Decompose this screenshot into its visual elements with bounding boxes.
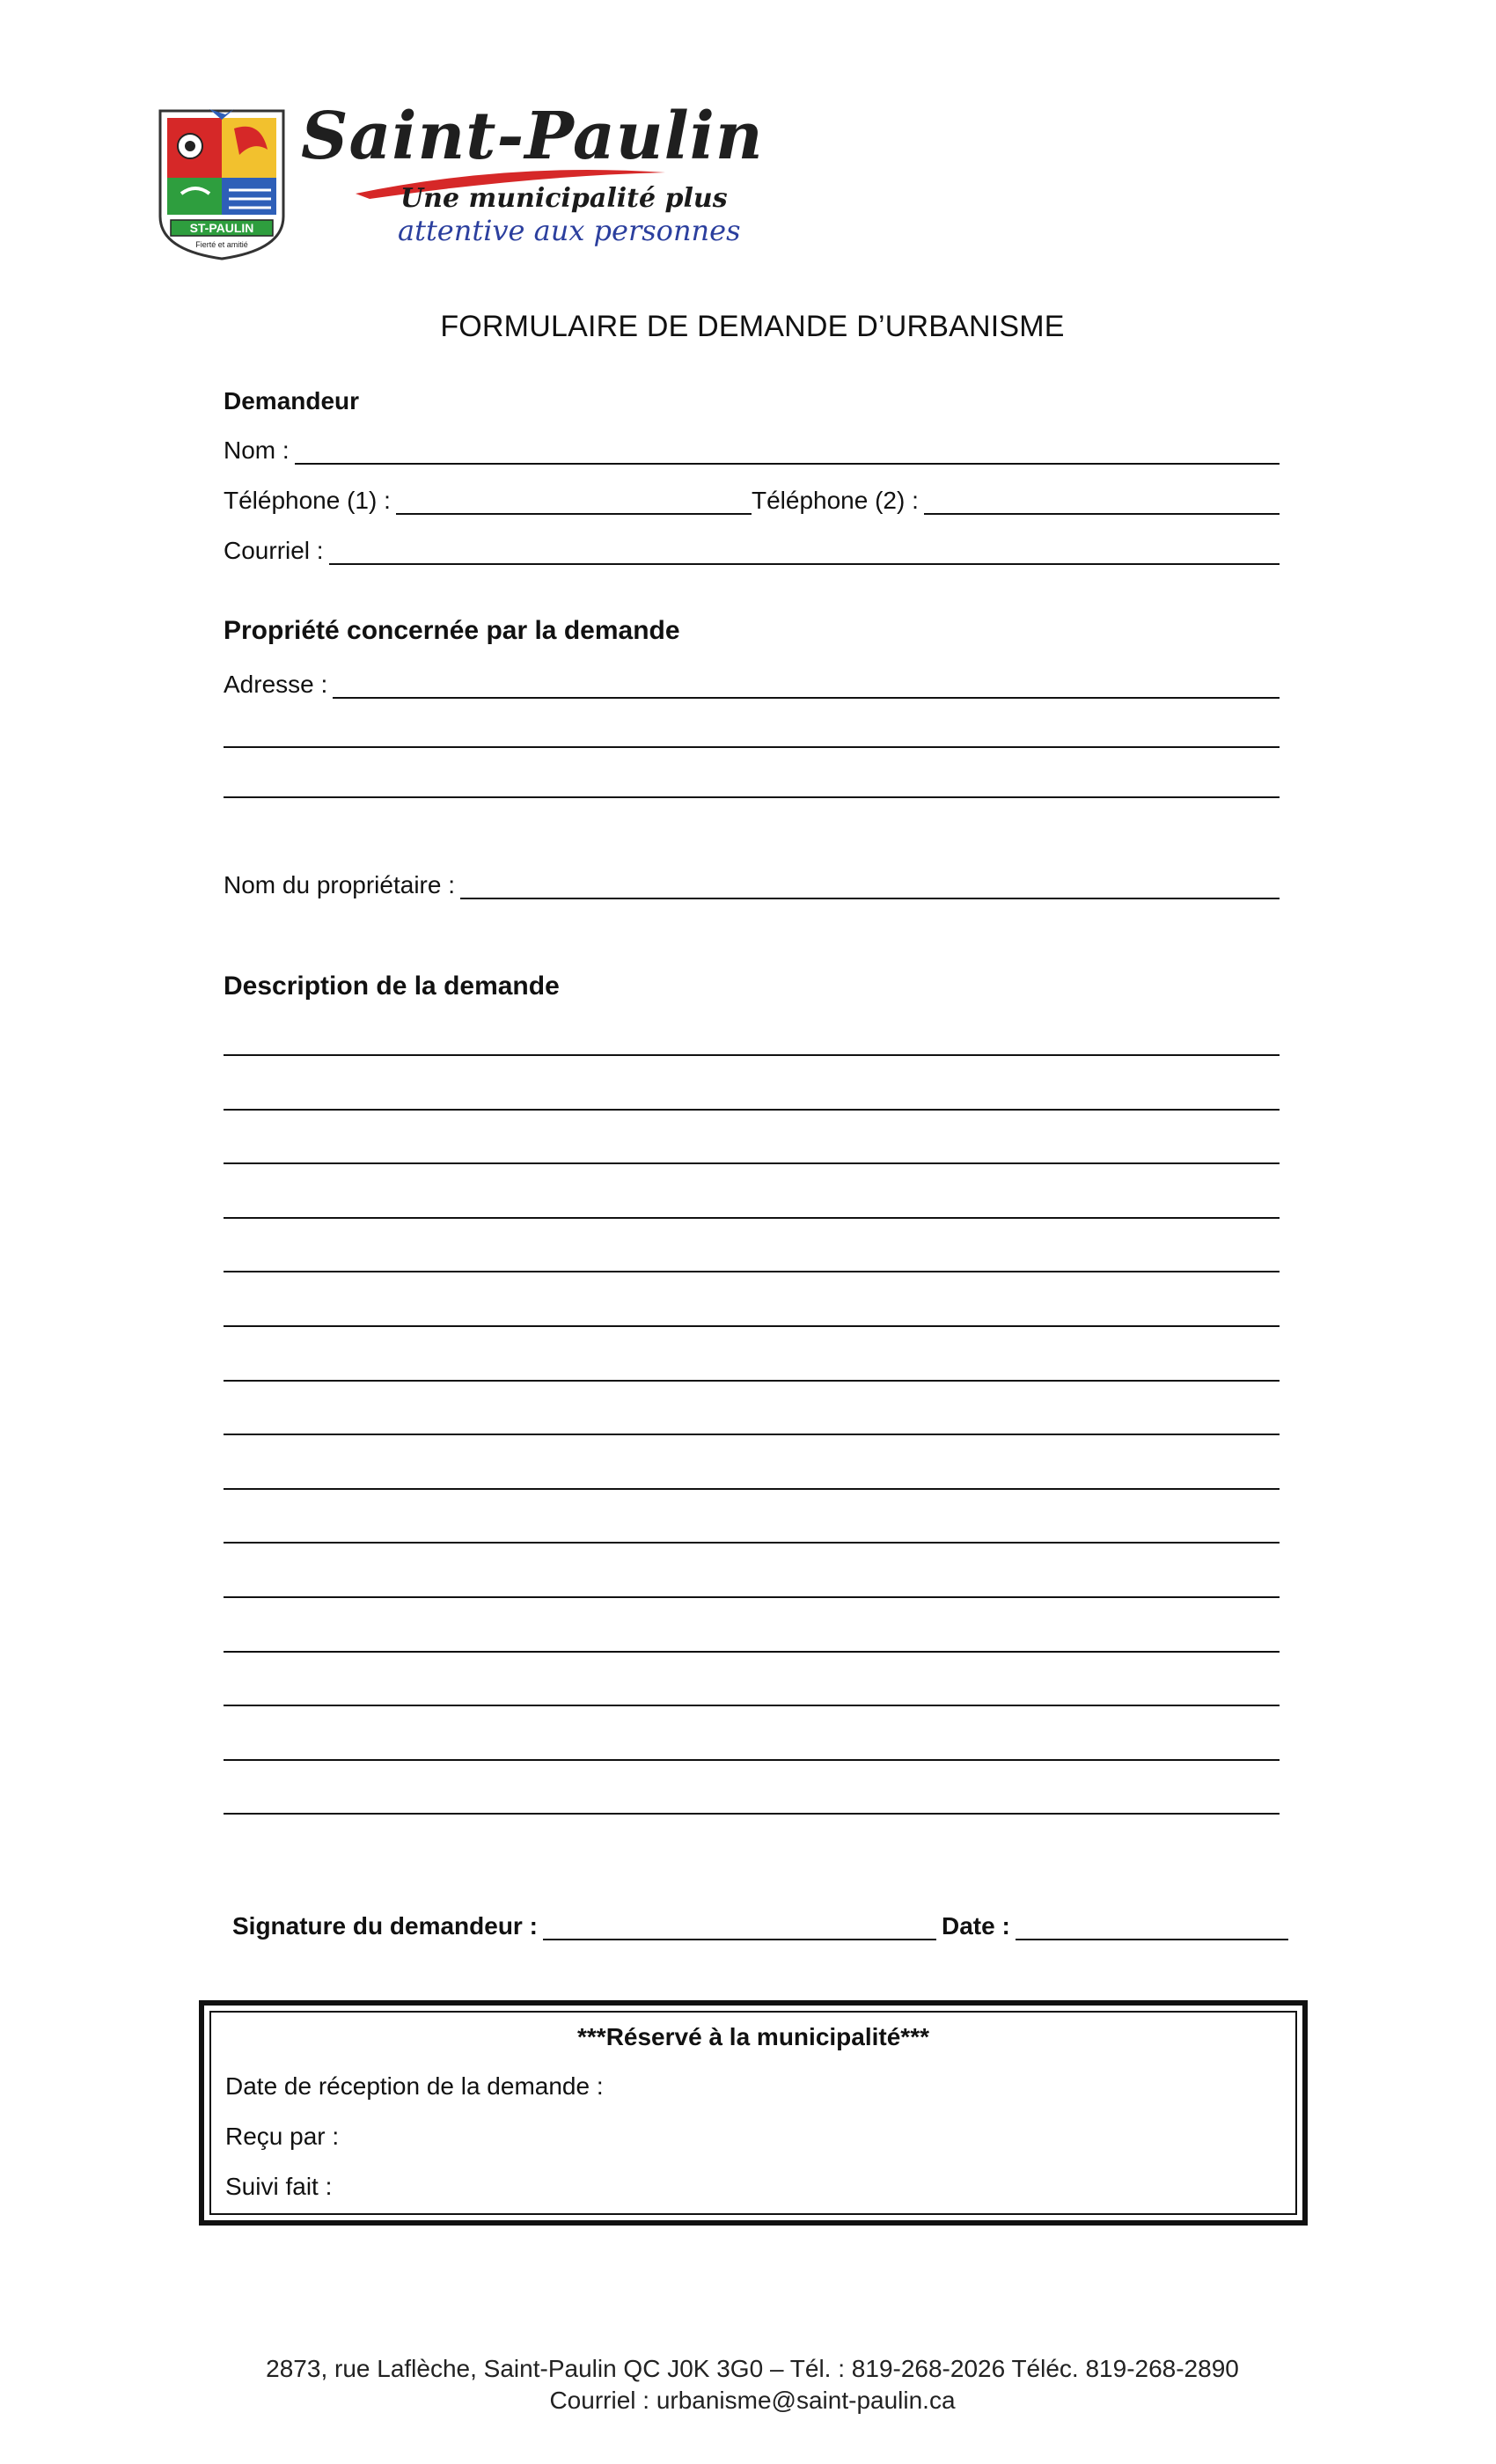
name-label: Nom : bbox=[224, 436, 290, 464]
name-field[interactable] bbox=[224, 436, 1280, 465]
name-input-line[interactable] bbox=[295, 438, 1280, 465]
description-heading: Description de la demande bbox=[224, 972, 560, 1001]
brand-name-text: Saint-Paulin bbox=[301, 99, 764, 174]
received-by-label: Reçu par : bbox=[225, 2123, 340, 2150]
property-heading: Propriété concernée par la demande bbox=[224, 616, 680, 645]
received-date-label: Date de réception de la demande : bbox=[225, 2072, 604, 2100]
description-line[interactable] bbox=[224, 1054, 1280, 1056]
crest-label: ST-PAULIN bbox=[189, 221, 254, 235]
signature-label: Signature du demandeur : bbox=[232, 1912, 538, 1940]
address-label: Adresse : bbox=[224, 671, 328, 698]
description-line[interactable] bbox=[224, 1217, 1280, 1219]
phone2-field[interactable] bbox=[752, 487, 1280, 515]
description-lines[interactable] bbox=[224, 1054, 1280, 1829]
description-line[interactable] bbox=[224, 1596, 1280, 1598]
date-field[interactable] bbox=[942, 1912, 1288, 1940]
email-input-line[interactable] bbox=[329, 539, 1280, 565]
address-continuation-line[interactable] bbox=[224, 796, 1280, 798]
description-line[interactable] bbox=[224, 1325, 1280, 1327]
crest-motto: Fierté et amitié bbox=[195, 240, 248, 249]
description-line[interactable] bbox=[224, 1380, 1280, 1382]
address-continuation-line[interactable] bbox=[224, 746, 1280, 748]
owner-name-field[interactable] bbox=[224, 871, 1280, 899]
phone1-field[interactable] bbox=[224, 487, 752, 515]
footer-email: Courriel : urbanisme@saint-paulin.ca bbox=[549, 2387, 956, 2414]
description-line[interactable] bbox=[224, 1542, 1280, 1544]
signature-input-line[interactable] bbox=[543, 1914, 936, 1940]
date-label: Date : bbox=[942, 1912, 1010, 1940]
tagline-line2: attentive aux personnes bbox=[398, 214, 741, 247]
reserved-heading: ***Réservé à la municipalité*** bbox=[577, 2023, 929, 2050]
owner-name-input-line[interactable] bbox=[460, 873, 1280, 899]
address-input-line[interactable] bbox=[333, 672, 1280, 699]
phone2-label: Téléphone (2) : bbox=[752, 487, 919, 514]
date-input-line[interactable] bbox=[1016, 1914, 1288, 1940]
form-title: FORMULAIRE DE DEMANDE D’URBANISME bbox=[440, 310, 1065, 343]
description-line[interactable] bbox=[224, 1162, 1280, 1164]
description-line[interactable] bbox=[224, 1271, 1280, 1272]
description-line[interactable] bbox=[224, 1109, 1280, 1111]
description-line[interactable] bbox=[224, 1434, 1280, 1435]
signature-field[interactable] bbox=[232, 1912, 936, 1940]
description-line[interactable] bbox=[224, 1705, 1280, 1706]
owner-name-label: Nom du propriétaire : bbox=[224, 871, 456, 898]
reserved-box bbox=[199, 2000, 1308, 2226]
description-line[interactable] bbox=[224, 1488, 1280, 1490]
applicant-heading: Demandeur bbox=[224, 387, 360, 414]
phone2-input-line[interactable] bbox=[924, 488, 1280, 515]
description-line[interactable] bbox=[224, 1759, 1280, 1761]
email-label: Courriel : bbox=[224, 537, 324, 564]
reserved-box-inner bbox=[209, 2011, 1297, 2215]
phone1-input-line[interactable] bbox=[396, 488, 752, 515]
footer-address: 2873, rue Laflèche, Saint-Paulin QC J0K 3G0 – Tél. : 819-268-2026 Téléc. 819-268-2890 bbox=[266, 2355, 1239, 2382]
address-field[interactable] bbox=[224, 671, 1280, 699]
description-line[interactable] bbox=[224, 1813, 1280, 1815]
description-line[interactable] bbox=[224, 1651, 1280, 1653]
email-field[interactable] bbox=[224, 537, 1280, 565]
followup-label: Suivi fait : bbox=[225, 2173, 333, 2200]
phone1-label: Téléphone (1) : bbox=[224, 487, 391, 514]
municipal-crest-logo bbox=[155, 102, 289, 262]
tagline-line1: Une municipalité plus bbox=[400, 183, 728, 214]
